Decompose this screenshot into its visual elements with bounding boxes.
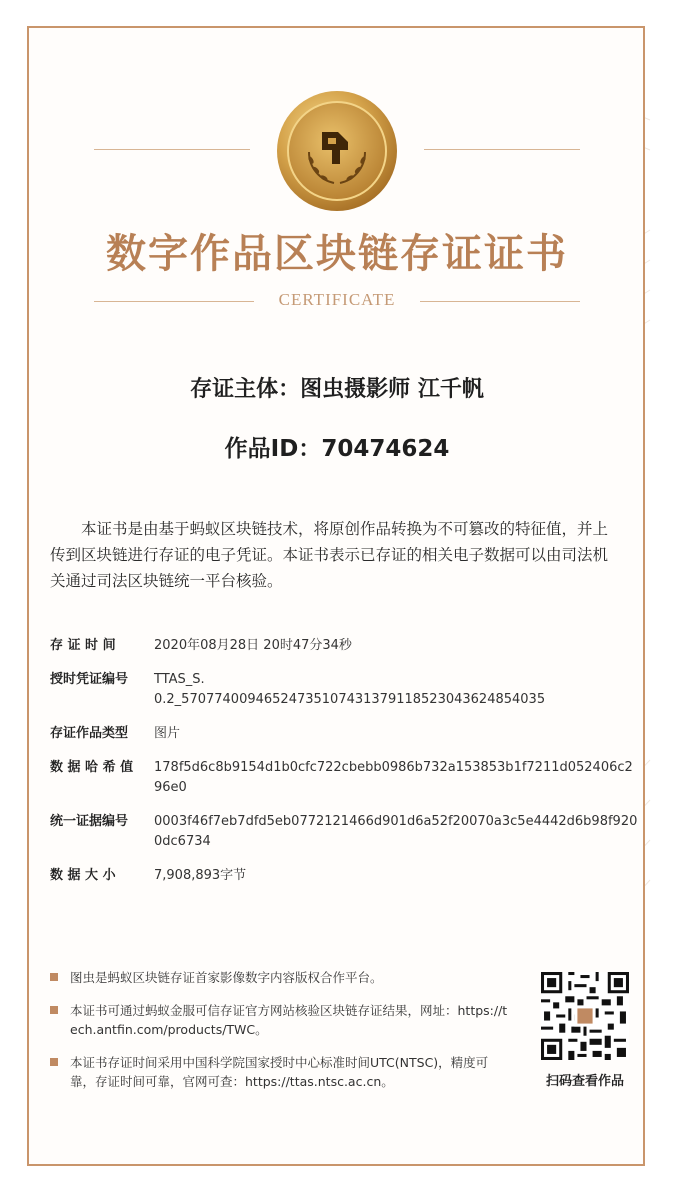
- detail-value: TTAS_S. 0.2_57077400946524735107431379118523043624854035: [154, 672, 546, 707]
- note-text: 图虫是蚂蚁区块链存证首家影像数字内容版权合作平台。: [70, 970, 383, 985]
- bullet-square-icon: [50, 1006, 58, 1014]
- detail-row-size: [50, 866, 640, 886]
- detail-label: 统一证据编号: [50, 814, 129, 829]
- detail-row-type: [50, 724, 640, 744]
- bullet-square-icon: [50, 973, 58, 981]
- notes-list: [50, 968, 510, 1105]
- subject-line: [0, 372, 674, 403]
- work-id-line: [0, 430, 674, 463]
- qr-code-icon[interactable]: [541, 972, 629, 1060]
- subtitle-right-rule: [420, 301, 580, 302]
- detail-value: 178f5d6c8b9154d1b0cfc722cbebb0986b732a153853b1f7211d052406c296e0: [154, 760, 633, 795]
- detail-value: 图片: [154, 726, 181, 741]
- detail-label: 存 证 时 间: [50, 638, 116, 653]
- detail-value: 7,908,893字节: [154, 868, 247, 883]
- subject-value: 图虫摄影师 江千帆: [300, 377, 484, 402]
- detail-label: 数 据 哈 希 值: [50, 760, 134, 775]
- detail-label: 存证作品类型: [50, 726, 129, 741]
- bullet-square-icon: [50, 1058, 58, 1066]
- gold-seal-icon: [276, 90, 398, 212]
- subject-label: 存证主体：: [190, 377, 301, 402]
- intro-paragraph: 本证书是由基于蚂蚁区块链技术，将原创作品转换为不可篡改的特征值，并上传到区块链进行存证的电子凭证。本证书表示已存证的相关电子数据可以由司法机关通过司法区块链统一平台核验。: [50, 520, 609, 590]
- top-left-rule: [94, 149, 250, 150]
- detail-row-time: [50, 636, 640, 656]
- note-item: [50, 968, 510, 987]
- certificate-title: 数字作品区块链存证证书: [106, 231, 568, 277]
- detail-label: 数 据 大 小: [50, 868, 116, 883]
- note-text: 本证书存证时间采用中国科学院国家授时中心标准时间UTC(NTSC)，精度可靠，存证时间可靠，官网可查：https://ttas.ntsc.ac.cn。: [70, 1055, 489, 1089]
- note-text: 本证书可通过蚂蚁金服可信存证官方网站核验区块链存证结果，网址：https://tech.antfin.com/products/TWC。: [70, 1003, 508, 1037]
- work-id-value: 70474624: [321, 436, 450, 462]
- certificate-subtitle: CERTIFICATE: [278, 290, 396, 309]
- detail-row-timestamp-id: [50, 670, 640, 710]
- detail-row-evidence-id: [50, 812, 640, 852]
- detail-value: 0003f46f7eb7dfd5eb0772121466d901d6a52f20070a3c5e4442d6b98f9200dc6734: [154, 814, 638, 849]
- qr-caption: 扫码查看作品: [545, 1074, 624, 1089]
- detail-label: 授时凭证编号: [50, 672, 129, 687]
- top-right-rule: [424, 149, 580, 150]
- detail-value: 2020年08月28日 20时47分34秒: [154, 638, 352, 653]
- note-item: [50, 1001, 510, 1039]
- note-item: [50, 1053, 510, 1091]
- work-id-label: 作品ID：: [224, 436, 322, 462]
- details-list: [50, 636, 640, 900]
- detail-row-hash: [50, 758, 640, 798]
